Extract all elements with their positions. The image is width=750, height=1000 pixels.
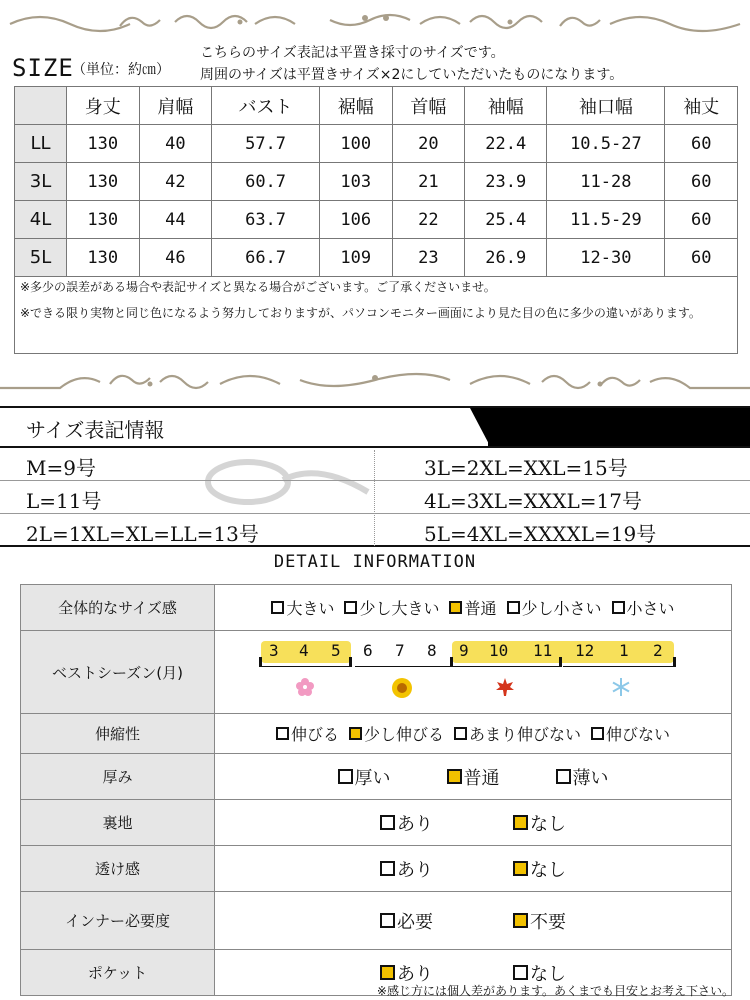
table-cell: 106: [319, 201, 392, 239]
table-cell: 10.5-27: [547, 125, 665, 163]
size-table-header-row: [15, 87, 738, 125]
size-info-left: M=9号: [26, 456, 96, 480]
column-header: 肩幅: [139, 87, 212, 125]
detail-label: ベストシーズン(月): [21, 631, 215, 714]
month-label: 1: [619, 641, 629, 660]
size-info-divider: [374, 450, 375, 546]
table-cell: 42: [139, 163, 212, 201]
checkbox-checked-icon: [513, 815, 528, 830]
size-info-right: 5L=4XL=XXXXL=19号: [424, 522, 657, 546]
season-line-winter: [563, 666, 675, 667]
option-small: [612, 596, 675, 619]
season-cell: [215, 631, 732, 714]
size-table-corner: [15, 87, 67, 125]
option-yes: [380, 810, 433, 836]
detail-row-lining: [21, 800, 732, 846]
size-info-right: 4L=3XL=XXXL=17号: [424, 489, 642, 513]
table-cell: 60: [665, 201, 738, 239]
option-normal: [449, 596, 496, 619]
table-cell: 63.7: [212, 201, 320, 239]
table-cell: 11.5-29: [547, 201, 665, 239]
options-group: [215, 810, 731, 836]
option-label: 普通: [464, 599, 497, 618]
disclaimer-text: ※多少の誤差がある場合や表記サイズと異なる場合がございます。ご了承くださいませ。: [20, 280, 496, 294]
detail-options: [215, 585, 732, 631]
detail-row-sheerness: [21, 846, 732, 892]
table-row: [15, 163, 738, 201]
option-label: 不要: [530, 911, 566, 933]
season-tick: [559, 657, 562, 667]
detail-label: 透け感: [21, 846, 215, 892]
option-slightly-small: [507, 596, 602, 619]
detail-options: [215, 892, 732, 950]
option-needed: [380, 908, 433, 934]
table-cell: 46: [139, 239, 212, 277]
table-cell: 100: [319, 125, 392, 163]
month-label: 11: [533, 641, 553, 660]
option-not-stretchy: [591, 722, 670, 745]
detail-title: DETAIL INFORMATION: [273, 552, 477, 572]
detail-row-inner: [21, 892, 732, 950]
top-ornament: [0, 6, 750, 36]
detail-row-season: [21, 631, 732, 714]
options-group: [215, 908, 731, 934]
checkbox-icon: [380, 815, 395, 830]
row-size-label: 3L: [15, 163, 67, 201]
checkbox-checked-icon: [349, 727, 362, 740]
month-label: 3: [269, 641, 279, 660]
column-header: 裾幅: [319, 87, 392, 125]
month-label: 5: [331, 641, 341, 660]
option-stretchy: [276, 722, 339, 745]
table-cell: 25.4: [465, 201, 547, 239]
detail-table: [20, 584, 732, 996]
table-cell: 20: [392, 125, 465, 163]
option-label: 少し伸びる: [363, 725, 444, 744]
table-cell: 103: [319, 163, 392, 201]
option-label: なし: [530, 963, 566, 985]
checkbox-icon: [271, 601, 284, 614]
sunflower-icon: [391, 677, 413, 699]
detail-row-thickness: [21, 754, 732, 800]
checkbox-icon: [513, 965, 528, 980]
table-cell: 60: [665, 125, 738, 163]
option-no: [513, 810, 566, 836]
checkbox-checked-icon: [380, 965, 395, 980]
table-row: [15, 201, 738, 239]
detail-options: [215, 714, 732, 754]
option-label: 普通: [463, 767, 500, 789]
option-label: あり: [397, 963, 433, 985]
table-cell: 109: [319, 239, 392, 277]
detail-options: [215, 846, 732, 892]
column-header: 首幅: [392, 87, 465, 125]
table-cell: 130: [67, 239, 140, 277]
season-line-autumn: [453, 666, 559, 667]
option-label: 小さい: [626, 599, 675, 618]
size-info-right: 3L=2XL=XXL=15号: [424, 456, 628, 480]
detail-label: 伸縮性: [21, 714, 215, 754]
size-info-row: [0, 448, 750, 481]
header-black-band: [488, 408, 750, 446]
checkbox-icon: [380, 913, 395, 928]
column-header: 身丈: [67, 87, 140, 125]
table-cell: 23: [392, 239, 465, 277]
size-note: [200, 42, 623, 86]
season-line-spring: [259, 666, 351, 667]
option-slightly-large: [344, 596, 439, 619]
detail-label: ポケット: [21, 950, 215, 996]
column-header: 袖幅: [465, 87, 547, 125]
month-label: 7: [395, 641, 405, 660]
table-cell: 60: [665, 239, 738, 277]
size-title: SIZE: [12, 54, 74, 82]
option-label: なし: [530, 813, 566, 835]
size-unit: （単位：約㎝）: [72, 62, 170, 78]
column-header: 袖口幅: [547, 87, 665, 125]
size-info-header: [0, 406, 750, 448]
option-no: [513, 856, 566, 882]
season-line-summer: [355, 666, 451, 667]
month-label: 8: [427, 641, 437, 660]
table-cell: 130: [67, 125, 140, 163]
option-label: あり: [397, 859, 433, 881]
option-label: なし: [530, 859, 566, 881]
option-label: 必要: [397, 911, 433, 933]
detail-label: 厚み: [21, 754, 215, 800]
options-group: [215, 596, 731, 619]
option-label: 少し大きい: [359, 599, 440, 618]
month-label: 9: [459, 641, 469, 660]
options-group: [215, 856, 731, 882]
table-cell: 26.9: [465, 239, 547, 277]
column-header: バスト: [212, 87, 320, 125]
checkbox-icon: [612, 601, 625, 614]
row-size-label: LL: [15, 125, 67, 163]
table-cell: 130: [67, 163, 140, 201]
detail-label: インナー必要度: [21, 892, 215, 950]
options-group: [215, 722, 731, 745]
checkbox-icon: [556, 769, 571, 784]
table-cell: 11-28: [547, 163, 665, 201]
size-info-left: 2L=1XL=XL=LL=13号: [26, 522, 259, 546]
detail-row-stretch: [21, 714, 732, 754]
table-cell: 22.4: [465, 125, 547, 163]
checkbox-icon: [380, 861, 395, 876]
size-table: [14, 86, 738, 277]
table-cell: 60: [665, 163, 738, 201]
option-label: あり: [397, 813, 433, 835]
option-barely-stretchy: [454, 722, 581, 745]
table-cell: 21: [392, 163, 465, 201]
season-band-autumn-winter: [452, 641, 674, 663]
option-label: 伸びる: [290, 725, 339, 744]
row-size-label: 5L: [15, 239, 67, 277]
month-label: 2: [653, 641, 663, 660]
month-label: 6: [363, 641, 373, 660]
option-label: 厚い: [354, 767, 391, 789]
detail-options: [215, 754, 732, 800]
month-label: 10: [489, 641, 509, 660]
size-note-line: こちらのサイズ表記は平置き採寸のサイズです。: [200, 45, 505, 61]
sakura-icon: [295, 677, 315, 697]
table-row: [15, 125, 738, 163]
option-not-needed: [513, 908, 566, 934]
checkbox-icon: [454, 727, 467, 740]
detail-footnote: ※感じ方には個人差があります。あくまでも目安とお考え下さい。: [376, 984, 734, 998]
table-cell: 22: [392, 201, 465, 239]
option-thick: [338, 764, 391, 790]
size-note-line: 周囲のサイズは平置きサイズ×2にしていただいたものになります。: [200, 67, 624, 83]
detail-label: 全体的なサイズ感: [21, 585, 215, 631]
checkbox-icon: [338, 769, 353, 784]
header-black-wedge: [470, 408, 490, 446]
options-group: [215, 764, 731, 790]
option-label: 少し小さい: [521, 599, 602, 618]
table-cell: 40: [139, 125, 212, 163]
checkbox-icon: [591, 727, 604, 740]
detail-label: 裏地: [21, 800, 215, 846]
table-cell: 23.9: [465, 163, 547, 201]
option-yes: [380, 856, 433, 882]
option-thin: [556, 764, 609, 790]
month-label: 12: [575, 641, 595, 660]
checkbox-icon: [344, 601, 357, 614]
checkbox-icon: [507, 601, 520, 614]
size-info-left: L=11号: [26, 489, 102, 513]
maple-leaf-icon: [495, 677, 515, 697]
table-cell: 12-30: [547, 239, 665, 277]
option-label: 薄い: [572, 767, 609, 789]
checkbox-checked-icon: [513, 861, 528, 876]
option-label: あまり伸びない: [469, 725, 582, 744]
option-large: [271, 596, 334, 619]
middle-ornament: [0, 366, 750, 396]
option-label: 伸びない: [606, 725, 671, 744]
column-header: 袖丈: [665, 87, 738, 125]
size-info-title: サイズ表記情報: [26, 418, 165, 442]
table-cell: 57.7: [212, 125, 320, 163]
checkbox-checked-icon: [447, 769, 462, 784]
checkbox-checked-icon: [513, 913, 528, 928]
table-cell: 44: [139, 201, 212, 239]
detail-options: [215, 800, 732, 846]
season-chart: [215, 631, 731, 713]
table-cell: 130: [67, 201, 140, 239]
row-size-label: 4L: [15, 201, 67, 239]
option-slightly-stretchy: [349, 722, 444, 745]
table-row: [15, 239, 738, 277]
month-label: 4: [299, 641, 309, 660]
checkbox-icon: [276, 727, 289, 740]
disclaimer-text: ※できる限り実物と同じ色になるよう努力しておりますが、パソコンモニター画面により見た目の色に多少の違いがあります。: [20, 306, 701, 320]
detail-row-size-feel: [21, 585, 732, 631]
table-cell: 60.7: [212, 163, 320, 201]
snowflake-icon: [611, 677, 631, 697]
option-label: 大きい: [286, 599, 335, 618]
table-cell: 66.7: [212, 239, 320, 277]
option-normal: [447, 764, 500, 790]
checkbox-checked-icon: [449, 601, 462, 614]
size-disclaimer: [20, 277, 734, 329]
